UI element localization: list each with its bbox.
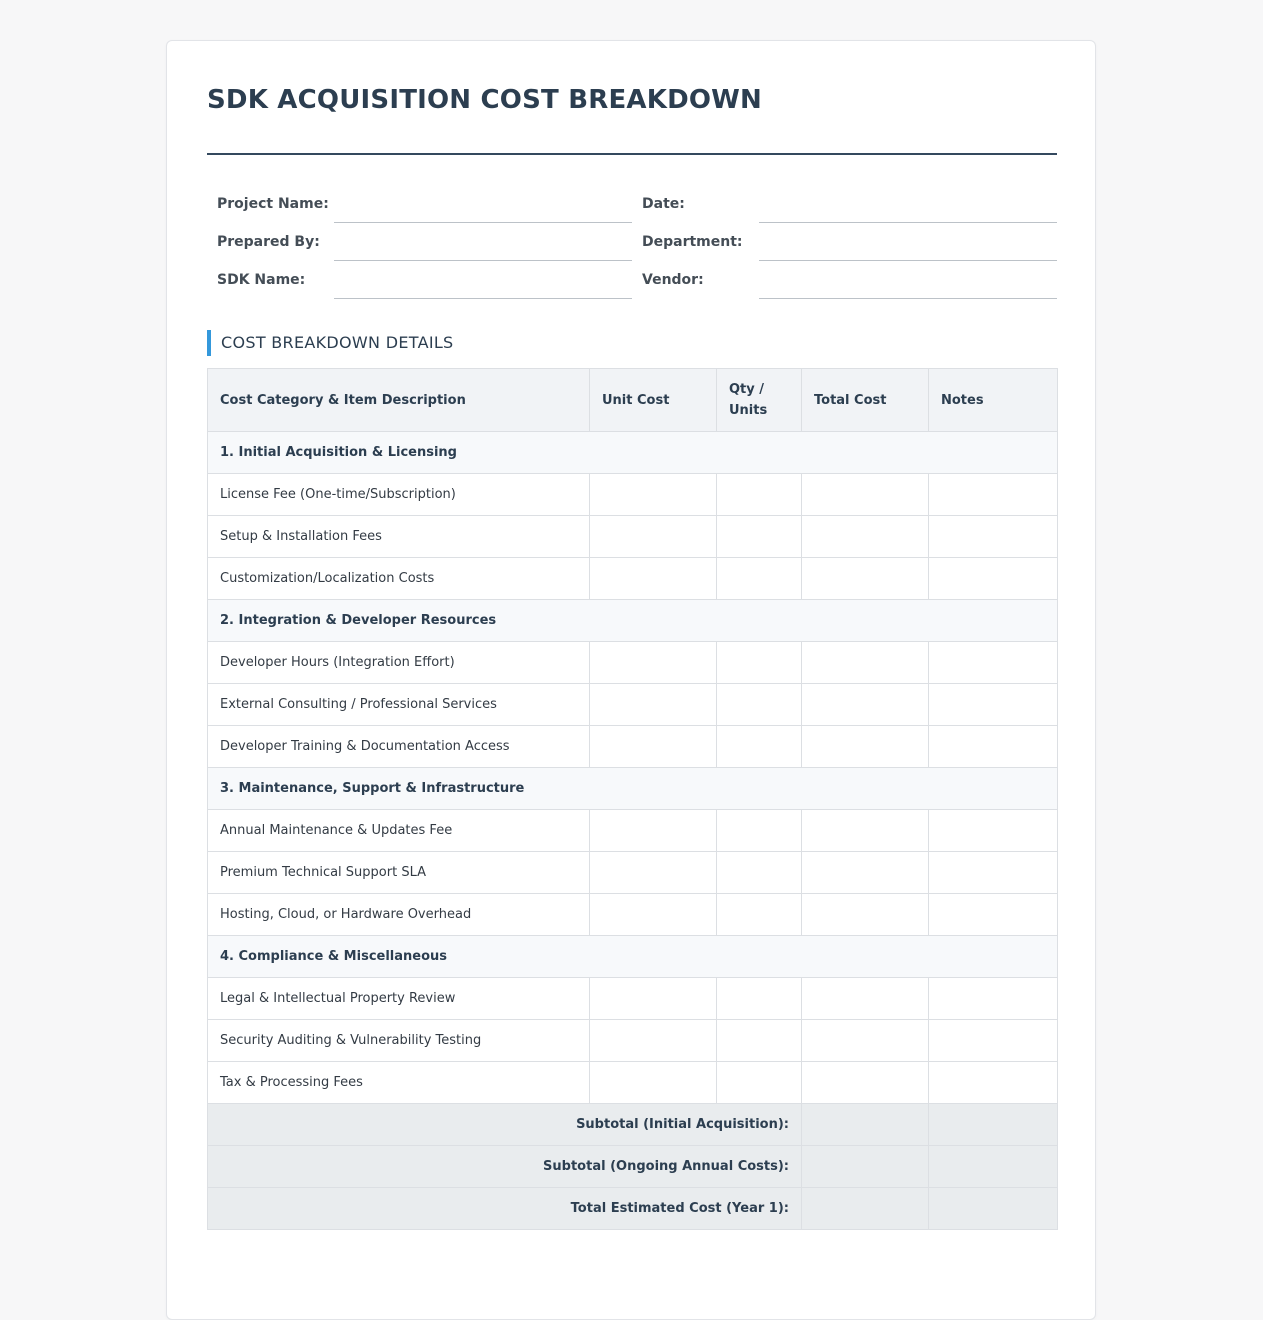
project-info-form (207, 185, 1057, 299)
total-cost-cell[interactable] (802, 852, 929, 894)
total-cost-cell[interactable] (802, 894, 929, 936)
total-cost-cell[interactable] (802, 978, 929, 1020)
category-row (208, 600, 1058, 642)
unit-cost-cell[interactable] (590, 978, 717, 1020)
category-title: 2. Integration & Developer Resources (208, 600, 1058, 642)
total-estimated-notes[interactable] (929, 1188, 1058, 1230)
table-row (208, 978, 1058, 1020)
total-estimated-label: Total Estimated Cost (Year 1): (208, 1188, 802, 1230)
vendor-label: Vendor: (642, 272, 704, 288)
total-cost-cell[interactable] (802, 684, 929, 726)
qty-cell[interactable] (717, 810, 802, 852)
unit-cost-cell[interactable] (590, 684, 717, 726)
item-description: Developer Training & Documentation Access (208, 726, 590, 768)
summary-row-total (208, 1188, 1058, 1230)
sdk-name-label: SDK Name: (217, 272, 306, 288)
meta-row-1 (207, 185, 1057, 223)
vendor-field[interactable] (759, 298, 1057, 299)
category-row (208, 936, 1058, 978)
subtotal-initial-value[interactable] (802, 1104, 929, 1146)
subtotal-ongoing-value[interactable] (802, 1146, 929, 1188)
item-description: License Fee (One-time/Subscription) (208, 474, 590, 516)
category-row (208, 768, 1058, 810)
column-header-unit-cost: Unit Cost (590, 369, 717, 432)
unit-cost-cell[interactable] (590, 894, 717, 936)
item-description: Tax & Processing Fees (208, 1062, 590, 1104)
notes-cell[interactable] (929, 1020, 1058, 1062)
qty-cell[interactable] (717, 894, 802, 936)
meta-row-2 (207, 223, 1057, 261)
item-description: Setup & Installation Fees (208, 516, 590, 558)
qty-cell[interactable] (717, 1062, 802, 1104)
column-header-total-cost: Total Cost (802, 369, 929, 432)
category-row (208, 432, 1058, 474)
item-description: Legal & Intellectual Property Review (208, 978, 590, 1020)
total-cost-cell[interactable] (802, 642, 929, 684)
department-label: Department: (642, 234, 743, 250)
title-divider (207, 153, 1057, 155)
total-cost-cell[interactable] (802, 558, 929, 600)
table-row (208, 894, 1058, 936)
qty-cell[interactable] (717, 978, 802, 1020)
unit-cost-cell[interactable] (590, 852, 717, 894)
total-cost-cell[interactable] (802, 1062, 929, 1104)
notes-cell[interactable] (929, 894, 1058, 936)
summary-row-initial (208, 1104, 1058, 1146)
item-description: Developer Hours (Integration Effort) (208, 642, 590, 684)
notes-cell[interactable] (929, 1062, 1058, 1104)
total-cost-cell[interactable] (802, 474, 929, 516)
column-header-notes: Notes (929, 369, 1058, 432)
table-header-row (208, 369, 1058, 432)
table-row (208, 558, 1058, 600)
cost-breakdown-table (207, 368, 1058, 1230)
unit-cost-cell[interactable] (590, 474, 717, 516)
notes-cell[interactable] (929, 558, 1058, 600)
qty-cell[interactable] (717, 642, 802, 684)
item-description: Security Auditing & Vulnerability Testing (208, 1020, 590, 1062)
notes-cell[interactable] (929, 474, 1058, 516)
total-estimated-value[interactable] (802, 1188, 929, 1230)
page-title: SDK ACQUISITION COST BREAKDOWN (207, 85, 763, 115)
unit-cost-cell[interactable] (590, 1062, 717, 1104)
qty-cell[interactable] (717, 474, 802, 516)
subtotal-ongoing-label: Subtotal (Ongoing Annual Costs): (208, 1146, 802, 1188)
notes-cell[interactable] (929, 978, 1058, 1020)
item-description: Customization/Localization Costs (208, 558, 590, 600)
section-heading-cost-breakdown: COST BREAKDOWN DETAILS (207, 330, 454, 356)
table-row (208, 474, 1058, 516)
qty-cell[interactable] (717, 516, 802, 558)
category-title: 1. Initial Acquisition & Licensing (208, 432, 1058, 474)
meta-row-3 (207, 261, 1057, 299)
notes-cell[interactable] (929, 810, 1058, 852)
table-row (208, 810, 1058, 852)
notes-cell[interactable] (929, 852, 1058, 894)
date-label: Date: (642, 196, 685, 212)
qty-cell[interactable] (717, 558, 802, 600)
summary-row-ongoing (208, 1146, 1058, 1188)
qty-cell[interactable] (717, 852, 802, 894)
subtotal-initial-notes[interactable] (929, 1104, 1058, 1146)
table-row (208, 1062, 1058, 1104)
item-description: Premium Technical Support SLA (208, 852, 590, 894)
category-title: 3. Maintenance, Support & Infrastructure (208, 768, 1058, 810)
unit-cost-cell[interactable] (590, 810, 717, 852)
table-row (208, 726, 1058, 768)
unit-cost-cell[interactable] (590, 726, 717, 768)
table-row (208, 852, 1058, 894)
item-description: Hosting, Cloud, or Hardware Overhead (208, 894, 590, 936)
item-description: Annual Maintenance & Updates Fee (208, 810, 590, 852)
notes-cell[interactable] (929, 684, 1058, 726)
qty-cell[interactable] (717, 1020, 802, 1062)
item-description: External Consulting / Professional Services (208, 684, 590, 726)
project-name-label: Project Name: (217, 196, 329, 212)
sdk-name-field[interactable] (334, 298, 632, 299)
unit-cost-cell[interactable] (590, 516, 717, 558)
table-row (208, 516, 1058, 558)
document-card (166, 40, 1096, 1320)
qty-cell[interactable] (717, 684, 802, 726)
unit-cost-cell[interactable] (590, 558, 717, 600)
subtotal-ongoing-notes[interactable] (929, 1146, 1058, 1188)
column-header-description: Cost Category & Item Description (208, 369, 590, 432)
total-cost-cell[interactable] (802, 516, 929, 558)
notes-cell[interactable] (929, 642, 1058, 684)
table-row (208, 642, 1058, 684)
total-cost-cell[interactable] (802, 810, 929, 852)
table-row (208, 1020, 1058, 1062)
column-header-qty-units: Qty / Units (717, 369, 802, 432)
table-row (208, 684, 1058, 726)
prepared-by-label: Prepared By: (217, 234, 320, 250)
subtotal-initial-label: Subtotal (Initial Acquisition): (208, 1104, 802, 1146)
total-cost-cell[interactable] (802, 1020, 929, 1062)
unit-cost-cell[interactable] (590, 1020, 717, 1062)
category-title: 4. Compliance & Miscellaneous (208, 936, 1058, 978)
qty-cell[interactable] (717, 726, 802, 768)
notes-cell[interactable] (929, 516, 1058, 558)
notes-cell[interactable] (929, 726, 1058, 768)
unit-cost-cell[interactable] (590, 642, 717, 684)
total-cost-cell[interactable] (802, 726, 929, 768)
